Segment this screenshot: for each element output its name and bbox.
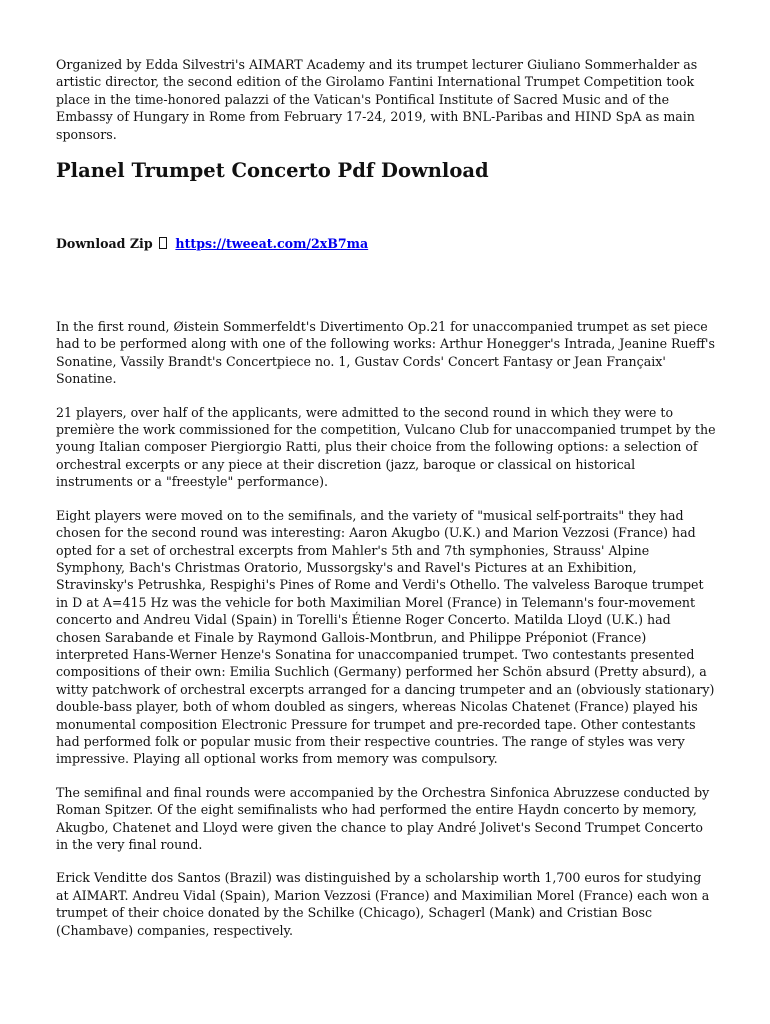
download-label: Download Zip [56,236,153,252]
document-page [56,56,716,955]
intro-paragraph: Organized by Edda Silvestri's AIMART Academy and its trumpet lecturer Giuliano Sommerhalder as artistic director, the second edition of the Girolamo Fantini International Trumpet Competition took place in the time-honored palazzi of the Vatican's Pontifical Institute of Sacred Music and of the Embassy of Hungary in Rome from February 17-24, 2019, with BNL-Paribas and HIND SpA as main sponsors. [56,57,698,142]
download-link[interactable]: https://tweeat.com/2xB7ma [175,236,369,252]
body-paragraph-3: Eight players were moved on to the semifinals, and the variety of "musical self-portraits" they had chosen for the second round was interesting: Aaron Akugbo (U.K.) and Marion Vezzosi (France) had opted for a set of orchestral excerpts from Mahler's 5th and 7th symphonies, Strauss' Alpine Symphony, Bach's Christmas Oratorio, Mussorgsky's and Ravel's Pictures at an Exhibition, Stravinsky's Petrushka, Respighi's Pines of Rome and Verdi's Othello. The valveless Baroque trumpet in D at A=415 Hz was the vehicle for both Maximilian Morel (France) in Telemann's four-movement concerto and Andreu Vidal (Spain) in Torelli's Étienne Roger Concerto. Matilda Lloyd (U.K.) had chosen Sarabande et Finale by Raymond Gallois-Montbrun, and Philippe Préponiot (France) interpreted Hans-Werner Henze's Sonatina for unaccompanied trumpet. Two contestants presented compositions of their own: Emilia Suchlich (Germany) performed her Schön absurd (Pretty absurd), a witty patchwork of orchestral excerpts arranged for a dancing trumpeter and an (obviously stationary) double-bass player, both of whom doubled as singers, whereas Nicolas Chatenet (France) played his monumental composition Electronic Pressure for trumpet and pre-recorded tape. Other contestants had performed folk or popular music from their respective countries. The range of styles was very impressive. Playing all optional works from memory was compulsory. [56,507,715,767]
missing-glyph-icon [159,237,167,249]
body-paragraph-5: Erick Venditte dos Santos (Brazil) was distinguished by a scholarship worth 1,700 euros for studying at AIMART. Andreu Vidal (Spain), Marion Vezzosi (France) and Maximilian Morel (France) each won a trumpet of their choice donated by the Schilke (Chicago), Schagerl (Mank) and Cristian Bosc (Chambave) companies, respectively. [56,870,710,938]
download-line [56,235,716,252]
body-paragraph-1: In the first round, Øistein Sommerfeldt's Divertimento Op.21 for unaccompanied trumpet as set piece had to be performed along with one of the following works: Arthur Honegger's Intrada, Jeanine Rueff's Sonatine, Vassily Brandt's Concertpiece no. 1, Gustav Cords' Concert Fantasy or Jean Françaix' Sonatine. [56,319,715,387]
page-title: Planel Trumpet Concerto Pdf Download [56,159,489,183]
body-paragraph-2: 21 players, over half of the applicants, were admitted to the second round in which they were to première the work commissioned for the competition, Vulcano Club for unaccompanied trumpet by the young Italian composer Piergiorgio Ratti, plus their choice from the following options: a selection of orchestral excerpts or any piece at their discretion (jazz, baroque or classical on historical instruments or a "freestyle" performance). [56,404,716,490]
body-paragraph-4: The semifinal and final rounds were accompanied by the Orchestra Sinfonica Abruzzese conducted by Roman Spitzer. Of the eight semifinalists who had performed the entire Haydn concerto by memory, Akugbo, Chatenet and Lloyd were given the chance to play André Jolivet's Second Trumpet Concerto in the very final round. [56,784,710,852]
